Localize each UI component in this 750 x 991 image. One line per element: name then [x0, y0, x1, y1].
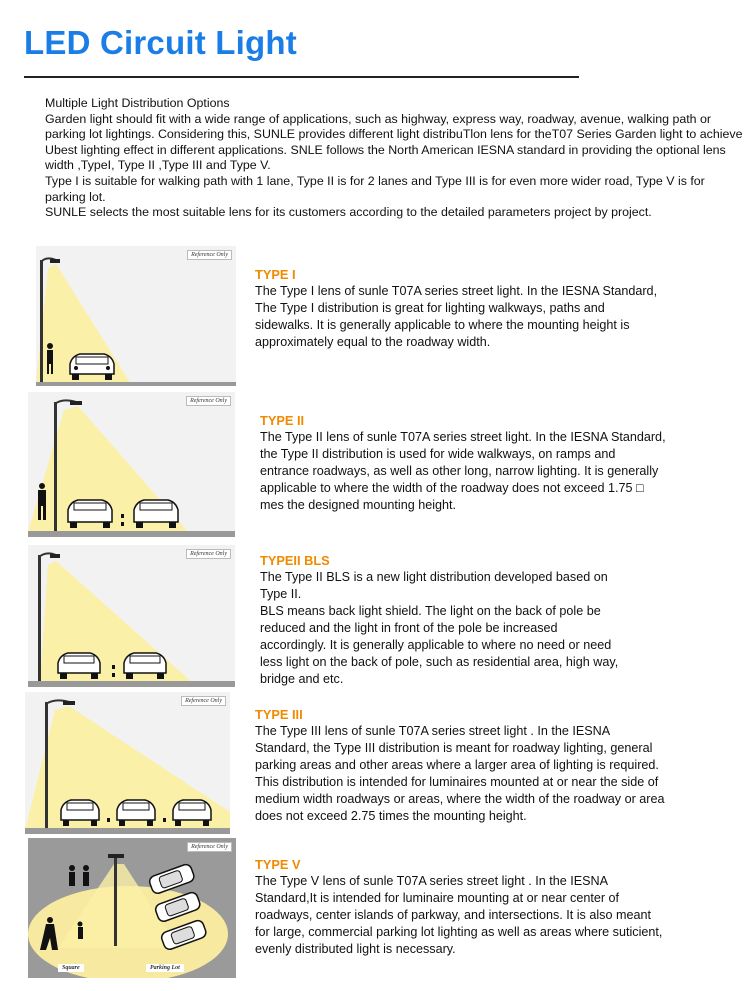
type-i-illustration	[36, 246, 236, 386]
reference-only-label: Reference Only	[181, 696, 226, 706]
section-heading: TYPEII BLS	[260, 553, 330, 568]
section-body: The Type II BLS is a new light distribution developed based on Type II. BLS means back light shield. The light on the back of pole be reduced and the light in front of the pole be increased accordingly. It is generally applicable to where no need or need less light on the back of pole, such as residential area, high way, bridge and etc.	[260, 570, 619, 686]
section-body: The Type V lens of sunle T07A series street light . In the IESNA Standard,It is intended for luminaire mounting at or near center of roadways, center islands of parkway, and intersections. It is also meant for large, commercial parking lot lighting as well as areas where suticient, evenly distributed light is necessary.	[255, 874, 663, 956]
intro-paragraph-3: SUNLE selects the most suitable lens for its customers according to the detailed parameters project by project.	[45, 205, 652, 220]
section-heading: TYPE I	[255, 267, 296, 282]
type-v-illustration	[28, 838, 236, 978]
type-i-description	[255, 266, 735, 351]
section-body: The Type I lens of sunle T07A series street light. In the IESNA Standard, The Type I distribution is great for lighting walkways, paths and sidewalks. It is generally applicable to where the mounting height is approximately equal to the roadway width.	[255, 284, 658, 349]
reference-only-label: Reference Only	[186, 549, 231, 559]
intro-block	[45, 96, 745, 221]
section-heading: TYPE II	[260, 413, 305, 428]
section-body: The Type III lens of sunle T07A series street light . In the IESNA Standard, the Type III distribution is meant for roadway lighting, general parking areas and other areas where a larger area of lighting is required. This distribution is intended for luminaires mounted at or near the side of medium width roadways or areas, where the width of the roadway or area does not exceed 2.75 times the mounting height.	[255, 724, 665, 823]
square-label: Square	[58, 964, 84, 972]
type-ii-illustration	[28, 392, 235, 537]
section-heading: TYPE V	[255, 857, 301, 872]
type-ii-description	[260, 412, 740, 514]
type-iii-description	[255, 706, 740, 825]
intro-heading: Multiple Light Distribution Options	[45, 96, 230, 110]
type-ii-bls-illustration	[28, 545, 235, 687]
intro-paragraph-2: Type I is suitable for walking path with 1 lane, Type II is for 2 lanes and Type III is for even more wider road, Type V is for parking lot.	[45, 173, 705, 204]
reference-only-label: Reference Only	[187, 842, 232, 852]
reference-only-label: Reference Only	[187, 250, 232, 260]
reference-only-label: Reference Only	[186, 396, 231, 406]
type-v-description	[255, 856, 740, 958]
section-body: The Type II lens of sunle T07A series street light. In the IESNA Standard, the Type II distribution is used for wide walkways, on ramps and entrance roadways, as well as other long, narrow lighting. It is generally applicable to where the width of the roadway does not exceed 1.75 □ mes the designed mounting height.	[260, 430, 666, 512]
type-ii-bls-description	[260, 552, 740, 688]
section-heading: TYPE III	[255, 707, 303, 722]
page-title: LED Circuit Light	[24, 24, 297, 61]
parking-lot-label: Parking Lot	[146, 964, 184, 972]
intro-paragraph-1: Garden light should fit with a wide range of applications, such as highway, express way, roadway, avenue, walking path or parking lot lightings. Considering this, SUNLE provides different light distribuTlon lens for theT07 Series Garden light to achieve Ubest lighting effect in different applications. SNLE follows the North American IESNA standard in providing the optional lens width ,TypeI, Type II ,Type III and Type V.	[45, 111, 743, 173]
title-divider	[24, 76, 579, 78]
type-iii-illustration	[25, 692, 230, 834]
